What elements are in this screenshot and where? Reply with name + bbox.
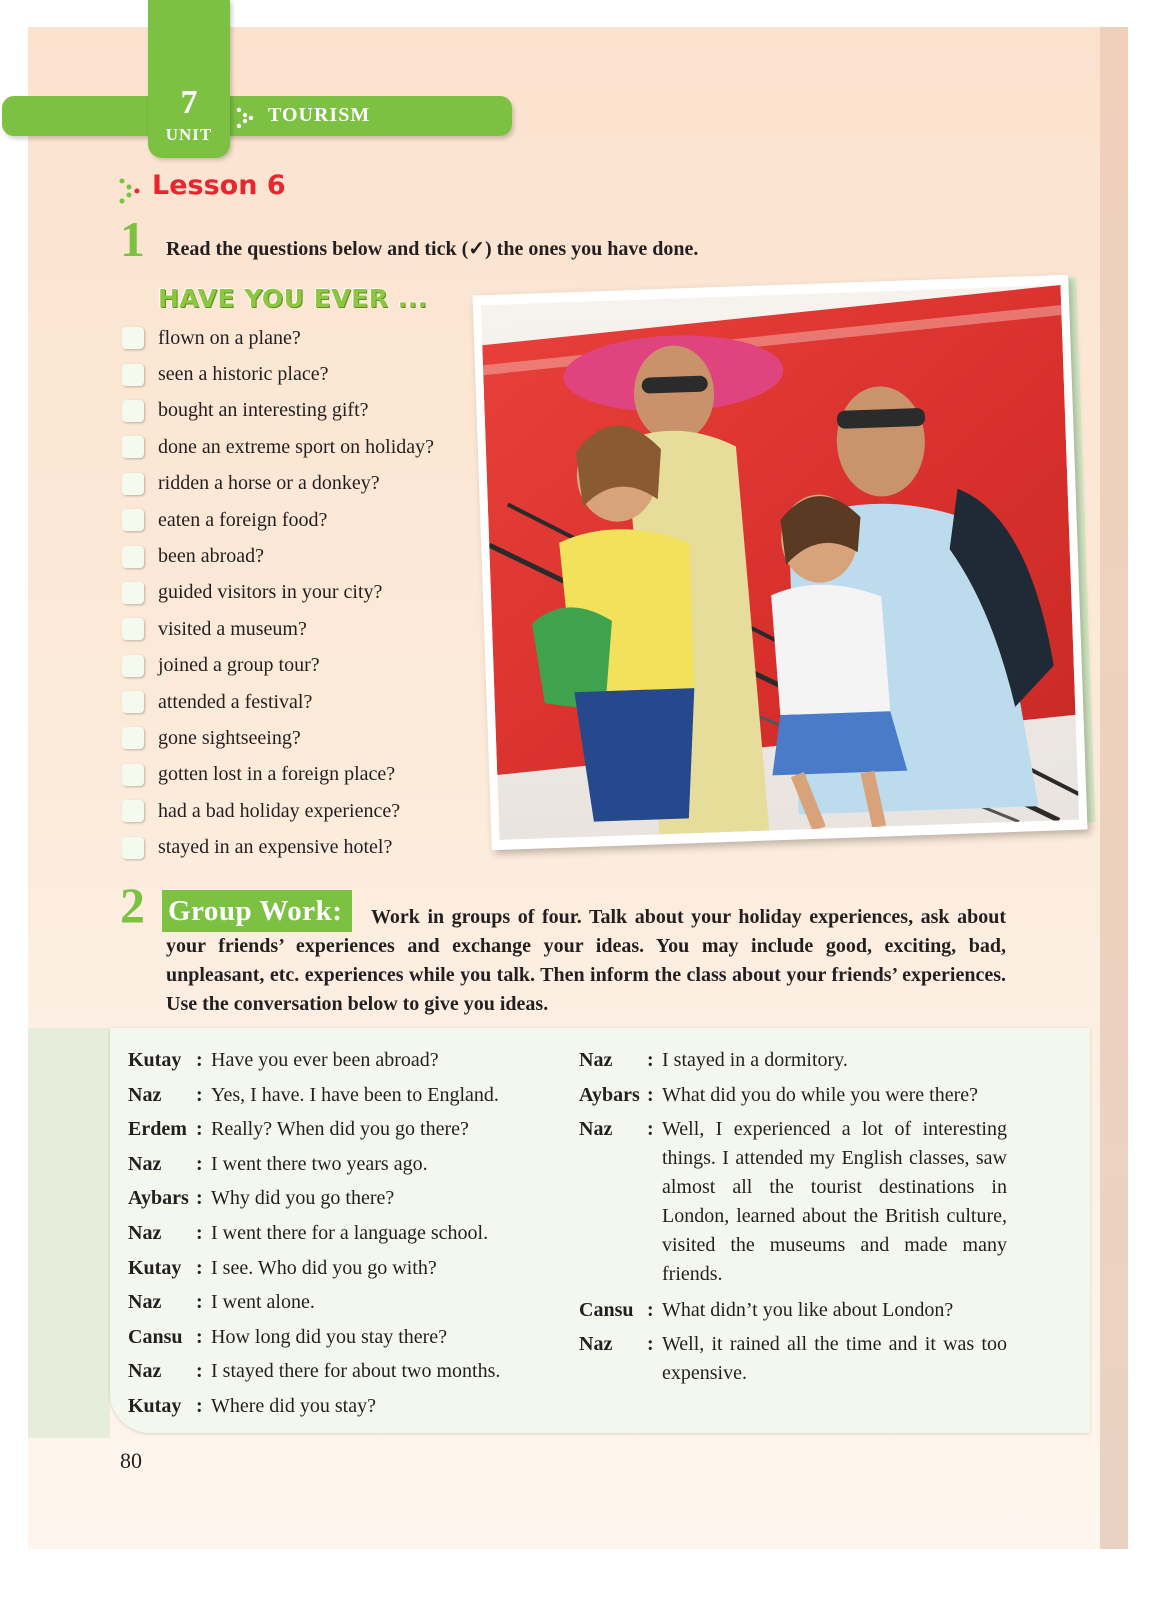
speaker-name: Naz bbox=[579, 1118, 613, 1141]
tick-checkbox[interactable] bbox=[122, 655, 144, 677]
speaker-name: Naz bbox=[128, 1083, 162, 1106]
speaker-name: Cansu bbox=[579, 1299, 634, 1321]
question-list bbox=[122, 320, 434, 866]
colon: : bbox=[196, 1083, 203, 1106]
speaker-name: Aybars bbox=[128, 1187, 189, 1210]
speaker-name: Kutay bbox=[128, 1049, 182, 1071]
dialogue-text: I went alone. bbox=[211, 1291, 315, 1314]
dialogue-line bbox=[579, 1296, 1007, 1325]
question-text: bought an interesting gift? bbox=[158, 399, 369, 422]
list-item bbox=[122, 356, 434, 392]
speaker-name: Kutay bbox=[128, 1256, 182, 1279]
colon: : bbox=[196, 1291, 203, 1314]
dialogue-line bbox=[128, 1115, 548, 1144]
list-item bbox=[122, 429, 434, 465]
tick-checkbox[interactable] bbox=[122, 400, 144, 422]
dialogue-text: I stayed in a dormitory. bbox=[662, 1049, 848, 1071]
question-text: seen a historic place? bbox=[158, 363, 329, 386]
dialogue-text: I went there two years ago. bbox=[211, 1152, 428, 1175]
dialogue-text: Well, it rained all the time and it was too expensive. bbox=[662, 1333, 1007, 1384]
colon: : bbox=[196, 1360, 203, 1383]
colon: : bbox=[647, 1049, 654, 1071]
tick-checkbox[interactable] bbox=[122, 618, 144, 640]
question-text: done an extreme sport on holiday? bbox=[158, 435, 435, 458]
dialogue-line bbox=[128, 1288, 548, 1317]
dialogue-text: How long did you stay there? bbox=[211, 1325, 448, 1348]
colon: : bbox=[196, 1222, 203, 1244]
speaker-name: Cansu bbox=[128, 1325, 183, 1348]
dots-icon bbox=[235, 107, 255, 129]
dialogue-text: I went there for a language school. bbox=[211, 1222, 489, 1244]
colon: : bbox=[647, 1333, 654, 1355]
tick-checkbox[interactable] bbox=[122, 800, 144, 822]
colon: : bbox=[196, 1395, 203, 1417]
dialogue-text: Have you ever been abroad? bbox=[211, 1049, 439, 1071]
dialogue-line bbox=[128, 1254, 548, 1283]
dialogue-text: Yes, I have. I have been to England. bbox=[211, 1083, 499, 1106]
list-item bbox=[122, 829, 434, 865]
list-item bbox=[122, 575, 434, 611]
question-text: stayed in an expensive hotel? bbox=[158, 836, 393, 859]
colon: : bbox=[196, 1325, 203, 1348]
unit-label: UNIT bbox=[165, 125, 213, 144]
speaker-name: Naz bbox=[128, 1222, 162, 1244]
question-text: joined a group tour? bbox=[158, 654, 320, 677]
colon: : bbox=[196, 1187, 203, 1210]
exercise-1-number: 1 bbox=[120, 211, 145, 267]
question-text: gone sightseeing? bbox=[158, 726, 301, 749]
list-item bbox=[122, 684, 434, 720]
dialogue-line bbox=[579, 1330, 1007, 1390]
dialogue-text: I stayed there for about two months. bbox=[211, 1360, 501, 1383]
question-text: had a bad holiday experience? bbox=[158, 799, 401, 822]
exercise-2-number: 2 bbox=[120, 877, 145, 933]
dialogue-text: Where did you stay? bbox=[211, 1395, 376, 1417]
list-item bbox=[122, 757, 434, 793]
dialogue-line bbox=[128, 1150, 548, 1179]
lesson-dots-icon bbox=[118, 178, 142, 204]
unit-header-bar bbox=[2, 96, 512, 136]
dialogue-line bbox=[579, 1081, 1007, 1110]
speaker-name: Naz bbox=[579, 1049, 613, 1071]
page-edge-strip bbox=[1100, 27, 1128, 1549]
speaker-name: Naz bbox=[128, 1291, 162, 1314]
family-photo bbox=[472, 275, 1087, 850]
dialogue-text: Why did you go there? bbox=[211, 1187, 395, 1210]
question-text: guided visitors in your city? bbox=[158, 581, 383, 604]
dialogue-line bbox=[128, 1219, 548, 1248]
list-item bbox=[122, 611, 434, 647]
list-item bbox=[122, 320, 434, 356]
tick-checkbox[interactable] bbox=[122, 727, 144, 749]
exercise-2-instruction: Work in groups of four. Talk about your holiday experiences, ask about your friends’ experiences and exchange your ideas. You may include good, exciting, bad, unpleasant, etc. experiences while you talk. Then inform the class about your friends’ experiences. Use the conversation below to give you ideas. bbox=[166, 906, 1006, 1015]
page-number: 80 bbox=[120, 1448, 142, 1473]
question-text: been abroad? bbox=[158, 545, 265, 568]
dialogue-line bbox=[579, 1046, 1007, 1075]
dialogue-text: What did you do while you were there? bbox=[662, 1083, 979, 1106]
question-text: attended a festival? bbox=[158, 690, 313, 713]
group-work-label: Group Work: bbox=[162, 890, 352, 932]
colon: : bbox=[196, 1049, 203, 1071]
tick-checkbox[interactable] bbox=[122, 764, 144, 786]
tick-checkbox[interactable] bbox=[122, 837, 144, 859]
colon: : bbox=[647, 1118, 654, 1141]
dialogue-line bbox=[128, 1357, 548, 1386]
question-text: ridden a horse or a donkey? bbox=[158, 472, 380, 495]
question-text: eaten a foreign food? bbox=[158, 508, 328, 531]
colon: : bbox=[647, 1083, 654, 1106]
list-item bbox=[122, 793, 434, 829]
exercise-1-instruction: Read the questions below and tick (✓) the ones you have done. bbox=[166, 238, 699, 260]
speaker-name: Naz bbox=[579, 1333, 613, 1355]
tick-checkbox[interactable] bbox=[122, 364, 144, 386]
dialogue-side-panel bbox=[28, 1028, 110, 1438]
list-item bbox=[122, 502, 434, 538]
tick-checkbox[interactable] bbox=[122, 691, 144, 713]
tick-checkbox[interactable] bbox=[122, 582, 144, 604]
unit-title: TOURISM bbox=[268, 104, 371, 126]
tick-checkbox[interactable] bbox=[122, 473, 144, 495]
dialogue-line bbox=[128, 1046, 548, 1075]
dialogue-line bbox=[128, 1323, 548, 1352]
speaker-name: Erdem bbox=[128, 1118, 187, 1141]
speaker-name: Aybars bbox=[579, 1083, 640, 1106]
dialogue-text: I see. Who did you go with? bbox=[211, 1256, 437, 1279]
dialogue-line bbox=[128, 1392, 548, 1421]
list-item bbox=[122, 720, 434, 756]
family-on-plane-stairs-image bbox=[481, 285, 1079, 840]
colon: : bbox=[196, 1118, 203, 1141]
speaker-name: Naz bbox=[128, 1152, 162, 1175]
dialogue-line bbox=[128, 1081, 548, 1110]
question-text: flown on a plane? bbox=[158, 326, 301, 349]
dialogue-line bbox=[579, 1115, 1007, 1295]
dialogue-text: What didn’t you like about London? bbox=[662, 1299, 954, 1321]
question-text: gotten lost in a foreign place? bbox=[158, 763, 396, 786]
have-you-ever-heading: HAVE YOU EVER ... bbox=[158, 284, 428, 313]
speaker-name: Naz bbox=[128, 1360, 162, 1383]
question-text: visited a museum? bbox=[158, 617, 307, 640]
list-item bbox=[122, 648, 434, 684]
tick-checkbox[interactable] bbox=[122, 546, 144, 568]
unit-number: 7 bbox=[180, 84, 198, 121]
list-item bbox=[122, 466, 434, 502]
tick-checkbox[interactable] bbox=[122, 509, 144, 531]
list-item bbox=[122, 393, 434, 429]
speaker-name: Kutay bbox=[128, 1395, 182, 1417]
dialogue-text: Really? When did you go there? bbox=[211, 1118, 469, 1141]
colon: : bbox=[647, 1299, 654, 1321]
colon: : bbox=[196, 1152, 203, 1175]
dialogue-line bbox=[128, 1184, 548, 1213]
colon: : bbox=[196, 1256, 203, 1279]
tick-checkbox[interactable] bbox=[122, 436, 144, 458]
tick-checkbox[interactable] bbox=[122, 327, 144, 349]
lesson-title: Lesson 6 bbox=[152, 170, 286, 201]
list-item bbox=[122, 538, 434, 574]
dialogue-text: Well, I experienced a lot of interesting things. I attended my English classes, saw almost all the tourist destinations in London, learned about the British culture, visited the museums and made many friends. bbox=[662, 1118, 1007, 1286]
